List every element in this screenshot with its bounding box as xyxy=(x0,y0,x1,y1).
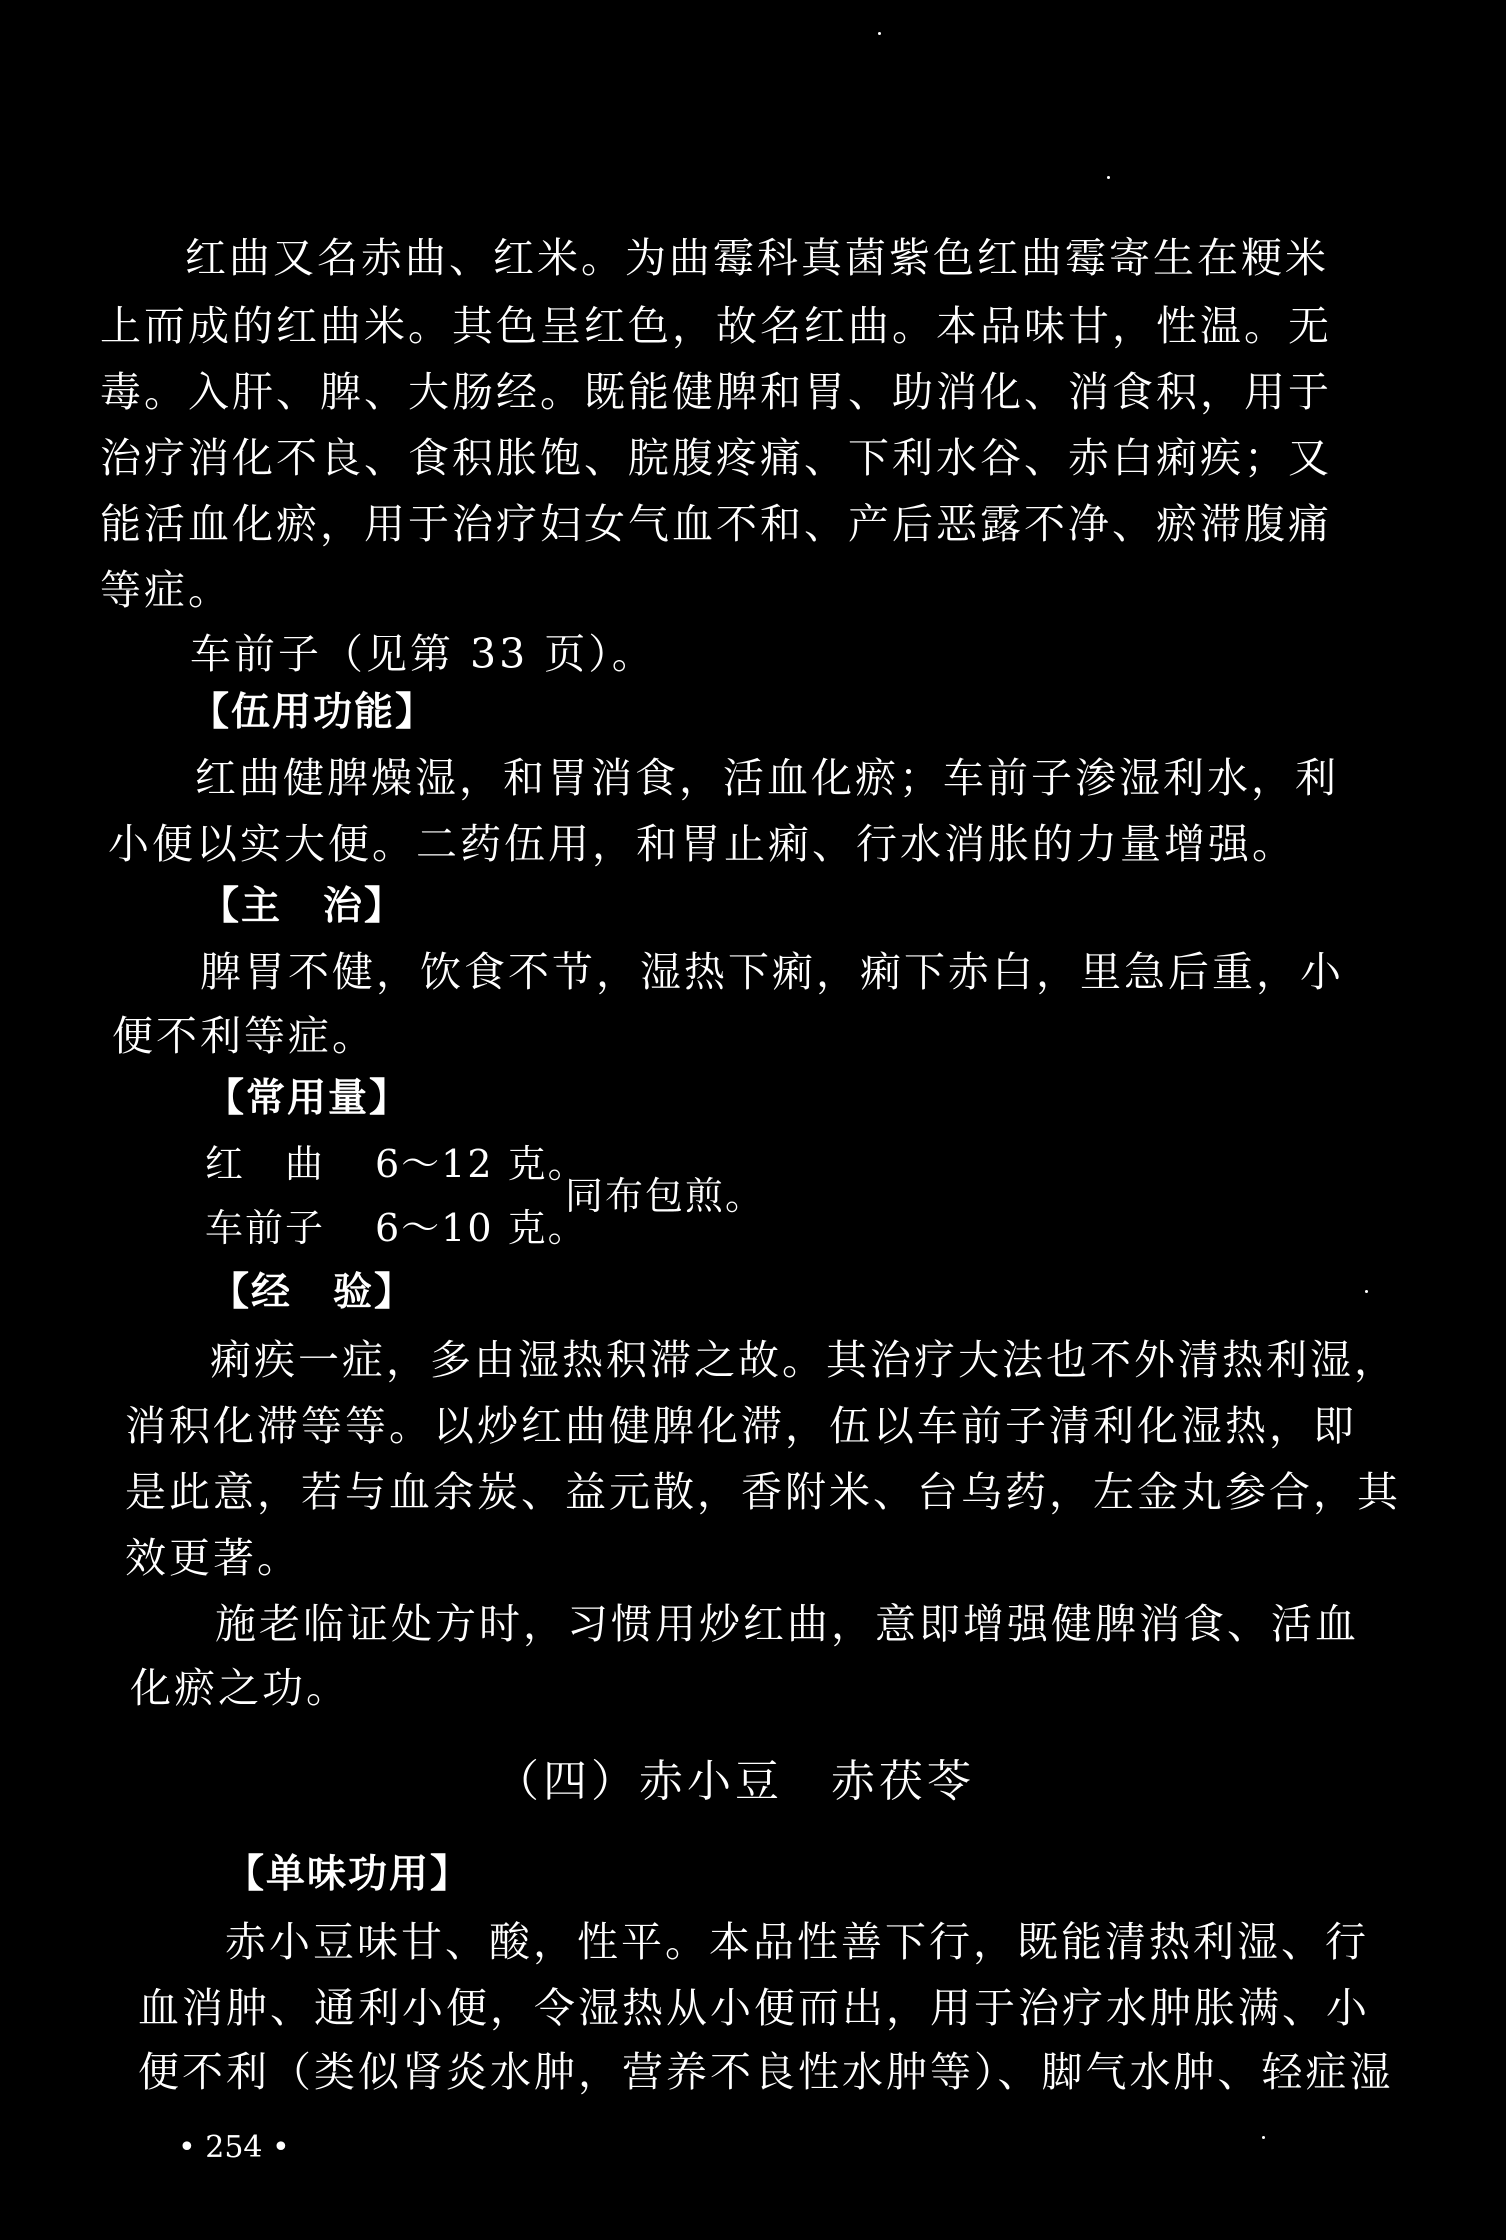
single-function-line-1: 赤小豆味甘、酸，性平。本品性善下行，既能清热利湿、行 xyxy=(225,1918,1369,1966)
dosage-item-amount: 6～10 克。 xyxy=(375,1206,588,1250)
intro-line-2: 上而成的红曲米。其色呈红色，故名红曲。本品味甘，性温。无 xyxy=(100,302,1332,350)
dosage-item-amount: 6～12 克。 xyxy=(375,1142,588,1186)
dosage-note: 同布包煎。 xyxy=(565,1174,766,1218)
intro-line-5: 能活血化瘀，用于治疗妇女气血不和、产后恶露不净、瘀滞腹痛 xyxy=(100,500,1332,548)
reference-line: 车前子（见第 33 页）。 xyxy=(190,630,656,678)
experience-line-5: 施老临证处方时，习惯用炒红曲，意即增强健脾消食、活血 xyxy=(215,1600,1359,1648)
scan-speck xyxy=(878,32,881,35)
experience-line-2: 消积化滞等等。以炒红曲健脾化滞，伍以车前子清利化湿热，即 xyxy=(125,1402,1357,1450)
scan-speck xyxy=(1262,2136,1265,2139)
dosage-item-red-yeast xyxy=(205,1140,588,1188)
dosage-item-name: 红 曲 xyxy=(205,1142,326,1186)
scan-speck xyxy=(1107,176,1110,179)
single-function-heading: 【单味功用】 xyxy=(225,1852,472,1897)
dosage-item-name: 车前子 xyxy=(205,1206,326,1250)
intro-line-4: 治疗消化不良、食积胀饱、脘腹疼痛、下利水谷、赤白痢疾；又 xyxy=(100,434,1332,482)
scan-speck xyxy=(1365,1290,1368,1293)
page-number: • 254 • xyxy=(178,2130,290,2165)
single-function-line-2: 血消肿、通利小便，令湿热从小便而出，用于治疗水肿胀满、小 xyxy=(138,1984,1370,2032)
dosage-item-plantain-seed xyxy=(205,1204,588,1252)
experience-line-4: 效更著。 xyxy=(125,1534,301,1582)
experience-line-3: 是此意，若与血余炭、益元散，香附米、台乌药，左金丸参合，其 xyxy=(125,1468,1401,1516)
dosage-heading: 【常用量】 xyxy=(205,1076,411,1121)
experience-heading: 【经 验】 xyxy=(210,1270,416,1315)
combo-function-heading: 【伍用功能】 xyxy=(190,690,437,735)
experience-line-1: 痢疾一症，多由湿热积滞之故。其治疗大法也不外清热利湿， xyxy=(210,1336,1398,1384)
single-function-line-3: 便不利（类似肾炎水肿，营养不良性水肿等）、脚气水肿、轻症湿 xyxy=(138,2048,1394,2096)
intro-line-3: 毒。入肝、脾、大肠经。既能健脾和胃、助消化、消食积，用于 xyxy=(100,368,1332,416)
section-title: （四）赤小豆 赤茯苓 xyxy=(495,1756,975,1807)
indications-heading: 【主 治】 xyxy=(200,884,406,929)
indications-line-1: 脾胃不健，饮食不节，湿热下痢，痢下赤白，里急后重，小 xyxy=(200,948,1344,996)
intro-line-1: 红曲又名赤曲、红米。为曲霉科真菌紫色红曲霉寄生在粳米 xyxy=(185,234,1329,282)
indications-line-2: 便不利等症。 xyxy=(112,1012,376,1060)
intro-line-6: 等症。 xyxy=(100,566,232,614)
experience-line-6: 化瘀之功。 xyxy=(130,1664,350,1712)
combo-function-line-1: 红曲健脾燥湿，和胃消食，活血化瘀；车前子渗湿利水，利 xyxy=(195,754,1339,802)
combo-function-line-2: 小便以实大便。二药伍用，和胃止痢、行水消胀的力量增强。 xyxy=(108,820,1296,868)
